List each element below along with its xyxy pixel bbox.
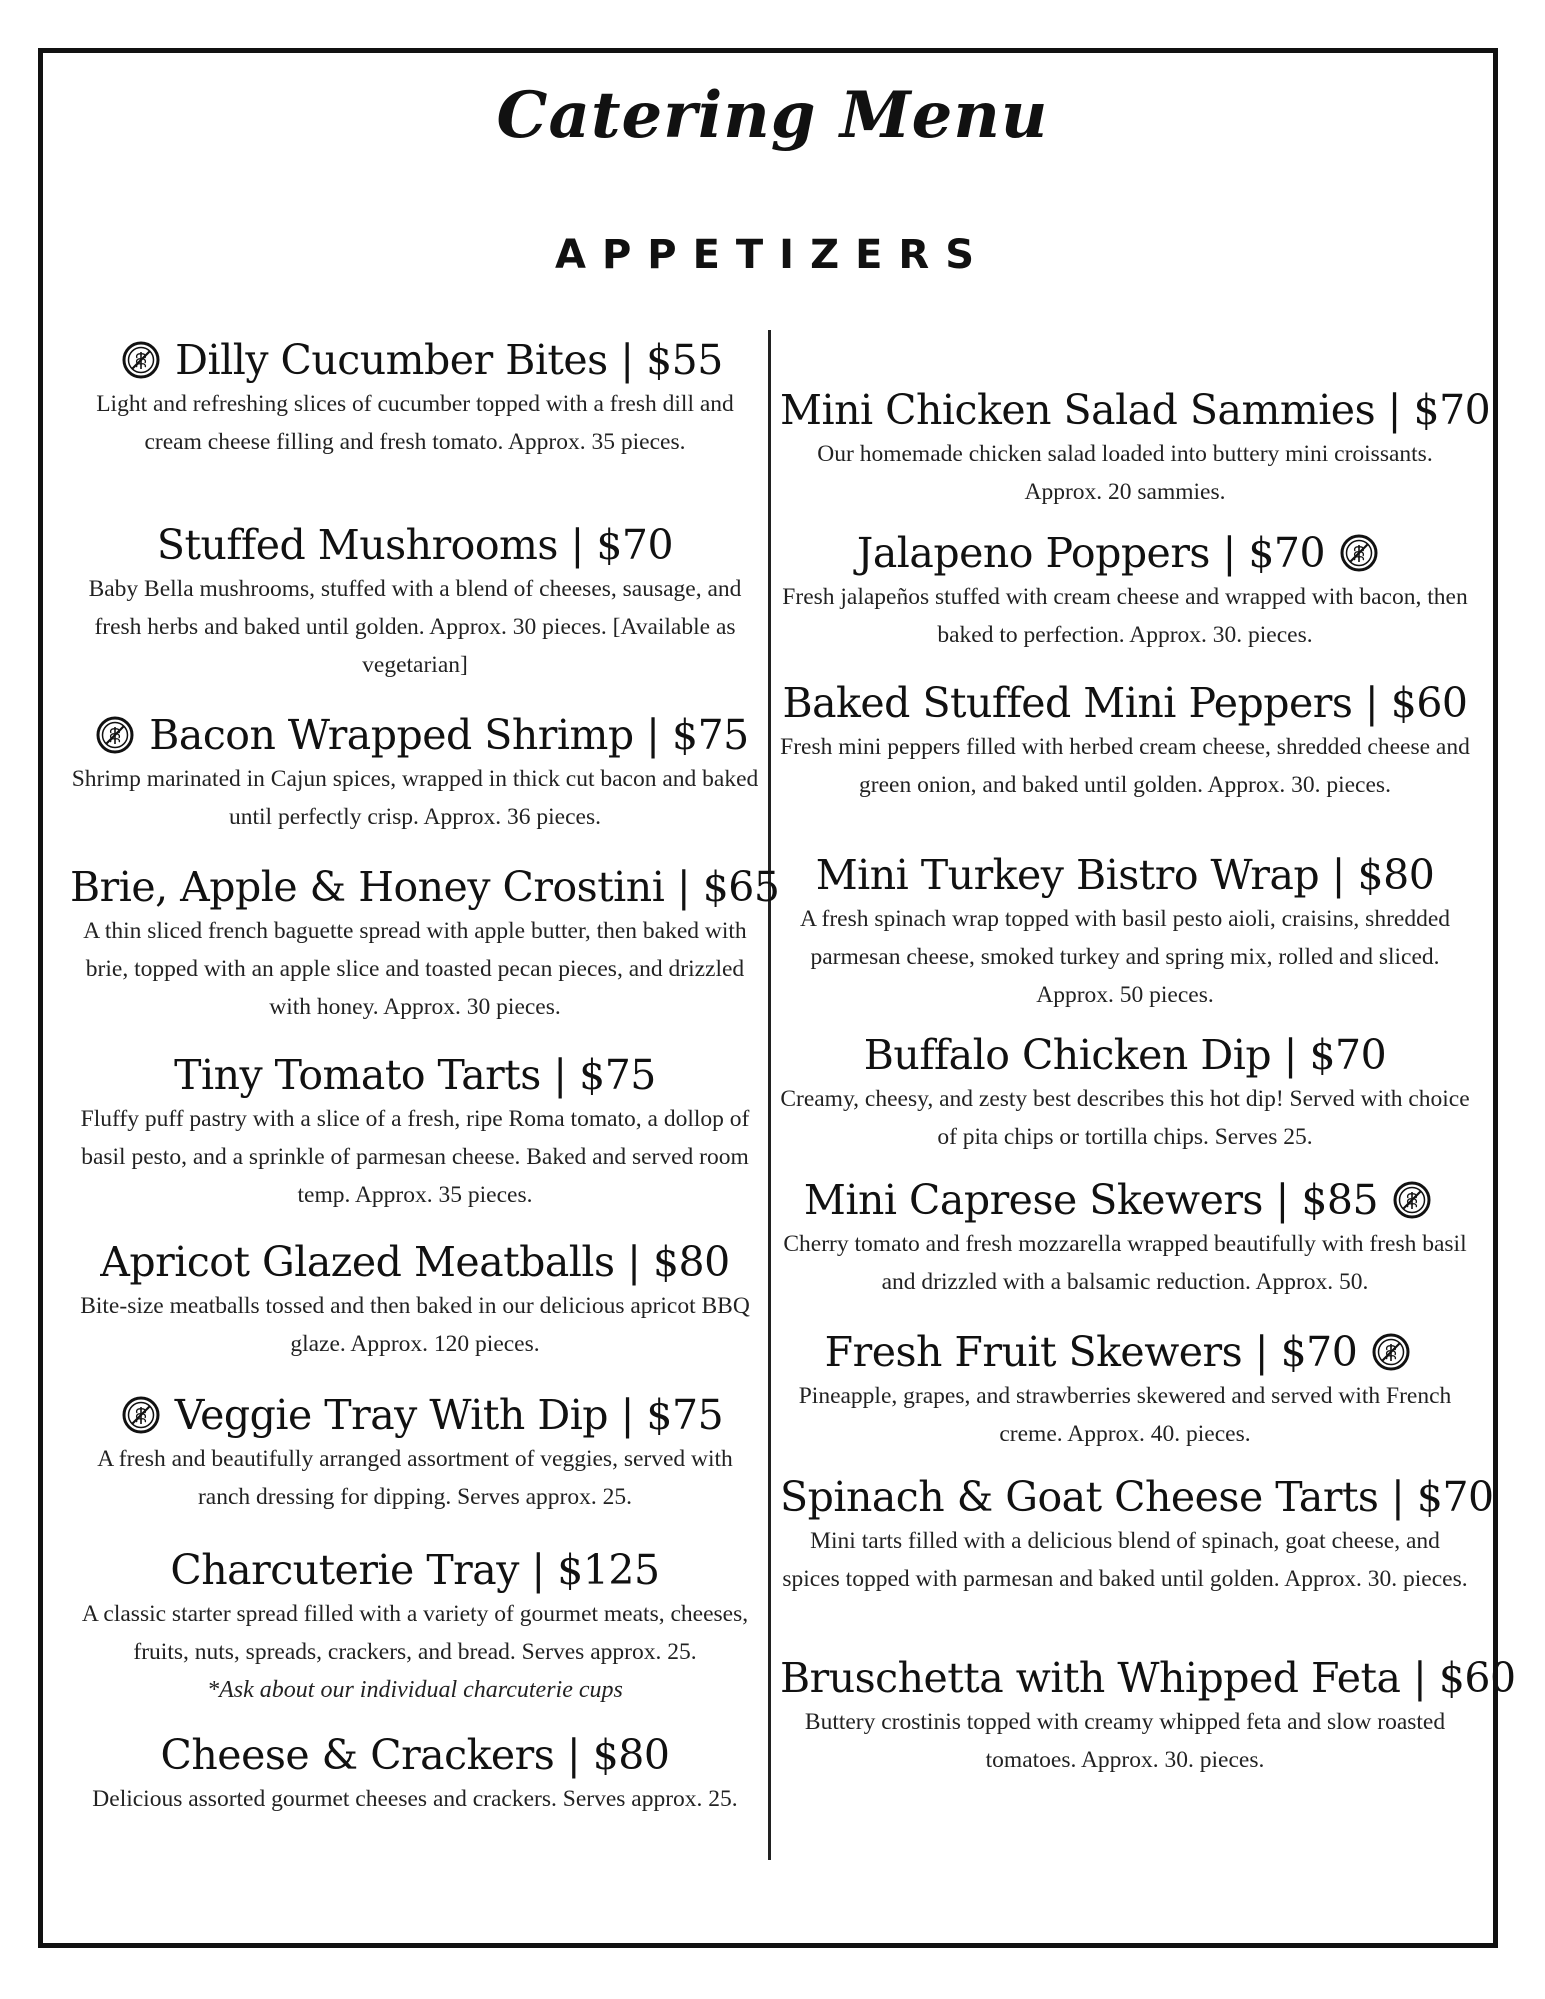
menu-item-title: Buffalo Chicken Dip | $70 xyxy=(863,1031,1387,1079)
section-heading: APPETIZERS xyxy=(554,232,991,278)
menu-item xyxy=(70,335,760,461)
menu-item-description: Fresh jalapeños stuffed with cream cheese and wrapped with bacon, then baked to perfection. Approx. 30. pieces. xyxy=(782,584,1468,648)
menu-item-name xyxy=(780,1175,1470,1225)
menu-item xyxy=(780,1327,1470,1453)
menu-item-description: Buttery crostinis topped with creamy whipped feta and slow roasted tomatoes. Approx. 30. pieces. xyxy=(804,1709,1446,1773)
menu-item-title: Baked Stuffed Mini Peppers | $60 xyxy=(782,679,1468,727)
menu-item-description: Shrimp marinated in Cajun spices, wrapped in thick cut bacon and baked until perfectly crisp. Approx. 36 pieces. xyxy=(71,766,759,830)
menu-item-note: *Ask about our individual charcuterie cups xyxy=(207,1677,623,1703)
menu-item-description: Creamy, cheesy, and zesty best describes this hot dip! Served with choice of pita chips or tortilla chips. Serves 25. xyxy=(780,1086,1470,1150)
menu-item-title: Stuffed Mushrooms | $70 xyxy=(156,521,674,569)
menu-item-name xyxy=(70,335,760,385)
menu-item xyxy=(780,1472,1494,1598)
menu-item-title: Jalapeno Poppers | $70 xyxy=(856,529,1326,577)
gluten-free-icon xyxy=(1339,533,1379,573)
menu-item-description: Light and refreshing slices of cucumber topped with a fresh dill and cream cheese filling and fresh tomato. Approx. 35 pieces. xyxy=(96,391,734,455)
menu-item-name xyxy=(70,862,780,912)
menu-item-name xyxy=(780,1653,1516,1703)
menu-item-name xyxy=(70,1050,760,1100)
menu-item xyxy=(780,385,1491,511)
menu-item xyxy=(780,678,1470,804)
menu-item-description: A thin sliced french baguette spread with apple butter, then baked with brie, topped with an apple slice and toasted pecan pieces, and drizzled with honey. Approx. 30 pieces. xyxy=(83,918,747,1020)
menu-item xyxy=(70,862,780,1026)
menu-item-description: A fresh and beautifully arranged assortment of veggies, served with ranch dressing for dipping. Serves approx. 25. xyxy=(97,1446,733,1510)
menu-item-title: Spinach & Goat Cheese Tarts | $70 xyxy=(780,1473,1494,1521)
menu-item xyxy=(70,520,760,684)
menu-item-description: Cherry tomato and fresh mozzarella wrapped beautifully with fresh basil and drizzled with a balsamic reduction. Approx. 50. xyxy=(783,1231,1467,1295)
menu-item-description: A classic starter spread filled with a variety of gourmet meats, cheeses, fruits, nuts, spreads, crackers, and bread. Serves approx. 25. xyxy=(81,1601,749,1665)
menu-item xyxy=(70,1730,760,1818)
menu-item-description: A fresh spinach wrap topped with basil pesto aioli, craisins, shredded parmesan cheese, smoked turkey and spring mix, rolled and sliced. Approx. 50 pieces. xyxy=(799,906,1451,1008)
menu-item xyxy=(780,528,1470,654)
menu-item-title: Tiny Tomato Tarts | $75 xyxy=(174,1051,656,1099)
gluten-free-icon xyxy=(95,715,135,755)
menu-item-description: Bite-size meatballs tossed and then baked in our delicious apricot BBQ glaze. Approx. 120 pieces. xyxy=(80,1293,750,1357)
menu-item xyxy=(70,1050,760,1214)
gluten-free-icon xyxy=(1371,1332,1411,1372)
gluten-free-icon xyxy=(121,1395,161,1435)
menu-item xyxy=(70,710,760,836)
menu-item xyxy=(780,1653,1516,1779)
menu-item-name xyxy=(70,1545,760,1595)
menu-item-title: Charcuterie Tray | $125 xyxy=(170,1546,660,1594)
menu-item-title: Dilly Cucumber Bites | $55 xyxy=(175,336,723,384)
menu-item-description: Pineapple, grapes, and strawberries skewered and served with French creme. Approx. 40. pieces. xyxy=(798,1383,1452,1447)
menu-item-name xyxy=(70,1730,760,1780)
menu-item-title: Fresh Fruit Skewers | $70 xyxy=(824,1328,1358,1376)
menu-item-title: Bruschetta with Whipped Feta | $60 xyxy=(780,1654,1516,1702)
menu-item-title: Mini Chicken Salad Sammies | $70 xyxy=(780,386,1491,434)
page-title: Catering Menu xyxy=(496,78,1049,153)
menu-item-description: Baby Bella mushrooms, stuffed with a blend of cheeses, sausage, and fresh herbs and baked until golden. Approx. 30 pieces. [Available as vegetarian] xyxy=(88,576,742,678)
menu-item xyxy=(780,850,1470,1014)
menu-item xyxy=(70,1545,760,1709)
menu-item xyxy=(780,1030,1470,1156)
menu-item-title: Mini Caprese Skewers | $85 xyxy=(803,1176,1379,1224)
menu-item-name xyxy=(780,1472,1494,1522)
menu-item-name xyxy=(780,678,1470,728)
column-divider xyxy=(768,330,771,1860)
menu-item xyxy=(70,1390,760,1516)
menu-item-description: Delicious assorted gourmet cheeses and crackers. Serves approx. 25. xyxy=(92,1786,738,1812)
gluten-free-icon xyxy=(1392,1180,1432,1220)
menu-item-title: Apricot Glazed Meatballs | $80 xyxy=(100,1238,730,1286)
menu-item-description: Our homemade chicken salad loaded into buttery mini croissants. Approx. 20 sammies. xyxy=(817,441,1433,505)
menu-item xyxy=(780,1175,1470,1301)
menu-item-name xyxy=(780,1030,1470,1080)
menu-item-name xyxy=(780,850,1470,900)
menu-item xyxy=(70,1237,760,1363)
menu-item-name xyxy=(780,385,1491,435)
menu-item-description: Fluffy puff pastry with a slice of a fresh, ripe Roma tomato, a dollop of basil pesto, and a sprinkle of parmesan cheese. Baked and served room temp. Approx. 35 pieces. xyxy=(80,1106,750,1208)
menu-item-name xyxy=(70,1390,760,1440)
menu-item-name xyxy=(70,710,760,760)
gluten-free-icon xyxy=(121,340,161,380)
menu-item-title: Brie, Apple & Honey Crostini | $65 xyxy=(70,863,780,911)
menu-item-description: Fresh mini peppers filled with herbed cream cheese, shredded cheese and green onion, and baked until golden. Approx. 30. pieces. xyxy=(780,734,1470,798)
menu-item-name xyxy=(780,528,1470,578)
menu-item-description: Mini tarts filled with a delicious blend of spinach, goat cheese, and spices topped with parmesan and baked until golden. Approx. 30. pieces. xyxy=(782,1528,1468,1592)
menu-item-name xyxy=(70,1237,760,1287)
menu-item-title: Cheese & Crackers | $80 xyxy=(160,1731,670,1779)
menu-item-title: Bacon Wrapped Shrimp | $75 xyxy=(149,711,749,759)
menu-item-title: Veggie Tray With Dip | $75 xyxy=(174,1391,724,1439)
menu-item-title: Mini Turkey Bistro Wrap | $80 xyxy=(815,851,1435,899)
menu-item-name xyxy=(70,520,760,570)
menu-item-name xyxy=(780,1327,1470,1377)
